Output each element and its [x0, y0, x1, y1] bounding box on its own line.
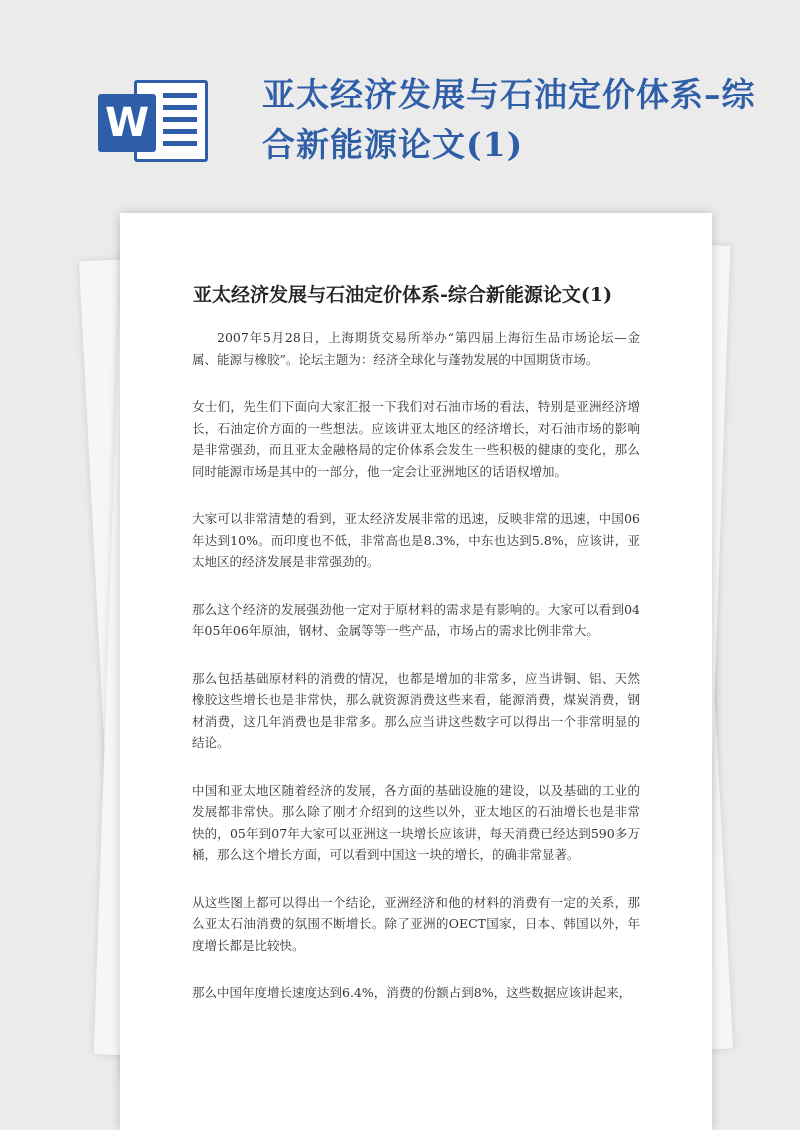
page-title: 亚太经济发展与石油定价体系–综合新能源论文(1)	[262, 75, 756, 164]
body-paragraph: 那么中国年度增长速度达到6.4%，消费的份额占到8%，这些数据应该讲起来，	[192, 985, 632, 1000]
document-body	[192, 327, 640, 1030]
body-paragraph: 那么这个经济的发展强劲他一定对于原材料的需求是有影响的。大家可以看到04年05年06年原油，钢材、金属等等一些产品，市场占的需求比例非常大。	[192, 601, 640, 638]
body-paragraph: 那么包括基础原材料的消费的情况，也都是增加的非常多，应当讲铜、铝、天然橡胶这些增长也是非常快，那么就资源消费这些来看，能源消费，煤炭消费，钢材消费，这几年消费也是非常多。那么应当讲这些数字可以得出一个非常明显的结论。	[192, 670, 640, 750]
document-page	[120, 213, 712, 1130]
body-paragraph: 女士们，先生们下面向大家汇报一下我们对石油市场的看法，特别是亚洲经济增长，石油定价方面的一些想法。应该讲亚太地区的经济增长，对石油市场的影响是非常强劲，而且亚太金融格局的定价体系会发生一些积极的健康的变化，那么同时能源市场是其中的一部分，他一定会让亚洲地区的话语权增加。	[192, 399, 640, 479]
body-paragraph: 大家可以非常清楚的看到，亚太经济发展非常的迅速，反映非常的迅速，中国06年达到10%。而印度也不低，非常高也是8.3%，中东也达到5.8%，应该讲，亚太地区的经济发展是非常强劲的。	[192, 511, 640, 569]
document-title: 亚太经济发展与石油定价体系-综合新能源论文(1)	[193, 284, 613, 306]
word-letter-tile: W	[98, 94, 156, 152]
word-document-icon	[98, 72, 213, 167]
body-paragraph: 从这些图上都可以得出一个结论，亚洲经济和他的材料的消费有一定的关系，那么亚太石油消费的氛围不断增长。除了亚洲的OECT国家，日本、韩国以外，年度增长都是比较快。	[192, 894, 640, 953]
body-paragraph: 中国和亚太地区随着经济的发展，各方面的基础设施的建设，以及基础的工业的发展都非常快。那么除了刚才介绍到的这些以外，亚太地区的石油增长也是非常快的，05年到07年大家可以亚洲这一块增长应该讲，每天消费已经达到590多万桶，那么这个增长方面，可以看到中国这一块的增长，的确非常显著。	[192, 782, 640, 862]
body-paragraph: 2007年5月28日，上海期货交易所举办“第四届上海衍生品市场论坛—金属、能源与橡胶”。论坛主题为：经济全球化与蓬勃发展的中国期货市场。	[192, 330, 640, 367]
